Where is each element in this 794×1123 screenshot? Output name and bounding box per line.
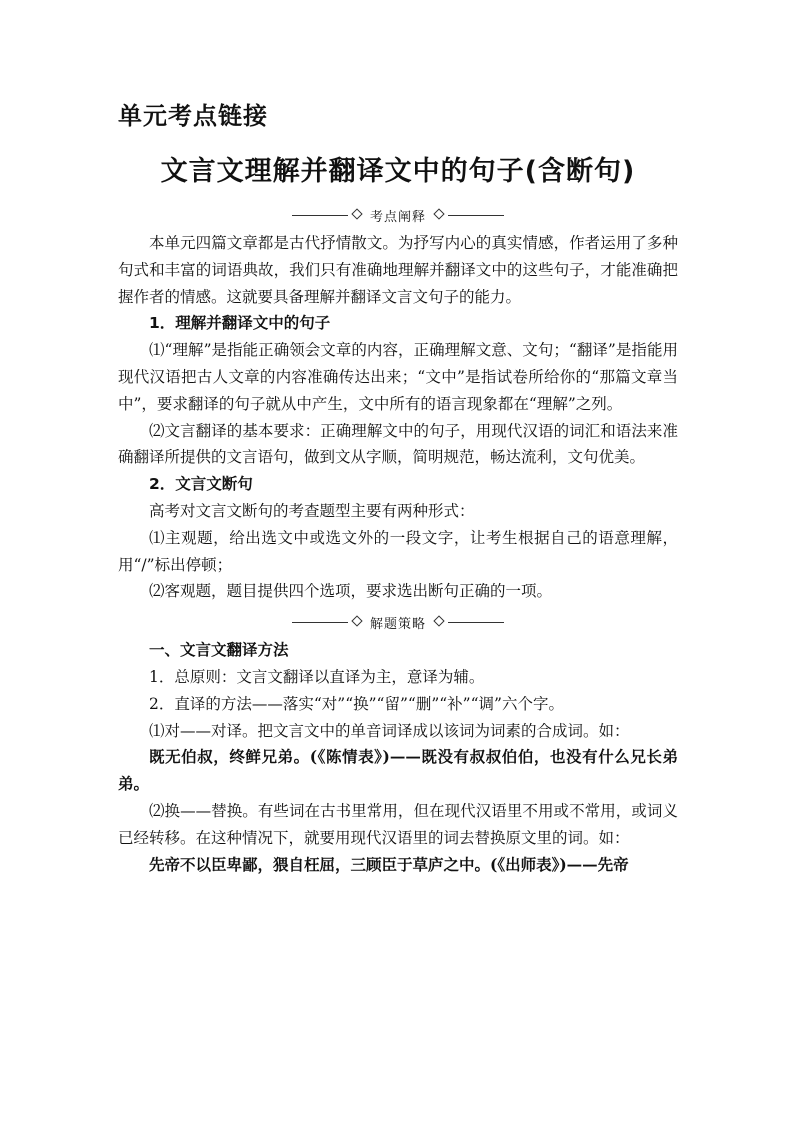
- section-divider-strategy: [118, 611, 678, 633]
- method-1: ⑴对——对译。把文言文中的单音词译成以该词为词素的合成词。如：: [149, 721, 630, 740]
- point2-paragraph-2: ⑴主观题，给出选文中或选文外的一段文字，让考生根据自己的语意理解，用“/”标出停顿；: [118, 528, 678, 574]
- rule-1: 1．总原则：文言文翻译以直译为主，意译为辅。: [149, 667, 485, 686]
- diamond-icon: [351, 615, 362, 626]
- point2-heading: 2．文言文断句: [149, 475, 253, 494]
- divider-line-left: [292, 622, 348, 623]
- diamond-icon: [433, 208, 444, 219]
- point1-paragraph-1: ⑴“理解”是指能正确领会文章的内容，正确理解文意、文句；“翻译”是指能用现代汉语把古人文章的内容准确传达出来；“文中”是指试卷所给你的“那篇文章当中”，要求翻译的句子就从中产生，文中所有的语言现象都在“理解”之列。: [118, 341, 678, 413]
- divider-line-right: [448, 622, 504, 623]
- divider-line-right: [448, 215, 504, 216]
- rule-2: 2．直译的方法——落实“对”“换”“留”“删”“补”“调”六个字。: [149, 694, 564, 713]
- strategy-heading: 一、文言文翻译方法: [149, 641, 289, 660]
- diamond-icon: [351, 208, 362, 219]
- method-2: ⑵换——替换。有些词在古书里常用，但在现代汉语里不用或不常用，或词义已经转移。在这种情况下，就要用现代汉语里的词去替换原文里的词。如：: [118, 801, 678, 847]
- method-2-example: 先帝不以臣卑鄙，猥自枉屈，三顾臣于草庐之中。(《出师表》)——先帝: [149, 854, 629, 874]
- unit-title: 单元考点链接: [118, 102, 268, 130]
- point2-paragraph-1: 高考对文言文断句的考查题型主要有两种形式：: [149, 501, 475, 520]
- main-title: 文言文理解并翻译文中的句子(含断句): [160, 156, 636, 187]
- diamond-icon: [433, 615, 444, 626]
- point1-paragraph-2: ⑵文言翻译的基本要求：正确理解文中的句子，用现代汉语的词汇和语法来准确翻译所提供的文言语句，做到文从字顺，简明规范，畅达流利，文句优美。: [118, 421, 678, 467]
- method-1-example: 既无伯叔，终鲜兄弟。(《陈情表》)——既没有叔叔伯伯，也没有什么兄长弟弟。: [118, 747, 678, 794]
- point2-paragraph-3: ⑵客观题，题目提供四个选项，要求选出断句正确的一项。: [149, 582, 553, 601]
- document-page: [118, 96, 678, 878]
- intro-paragraph: 本单元四篇文章都是古代抒情散文。为抒写内心的真实情感，作者运用了多种句式和丰富的词语典故，我们只有准确地理解并翻译文中的这些句子，才能准确把握作者的情感。这就要具备理解并翻译文言文句子的能力。: [118, 234, 678, 306]
- point1-heading: 1．理解并翻译文中的句子: [149, 314, 331, 333]
- section-label: 解题策略: [369, 616, 426, 632]
- section-label: 考点阐释: [369, 209, 426, 225]
- section-divider-explanation: [118, 204, 678, 226]
- divider-line-left: [292, 215, 348, 216]
